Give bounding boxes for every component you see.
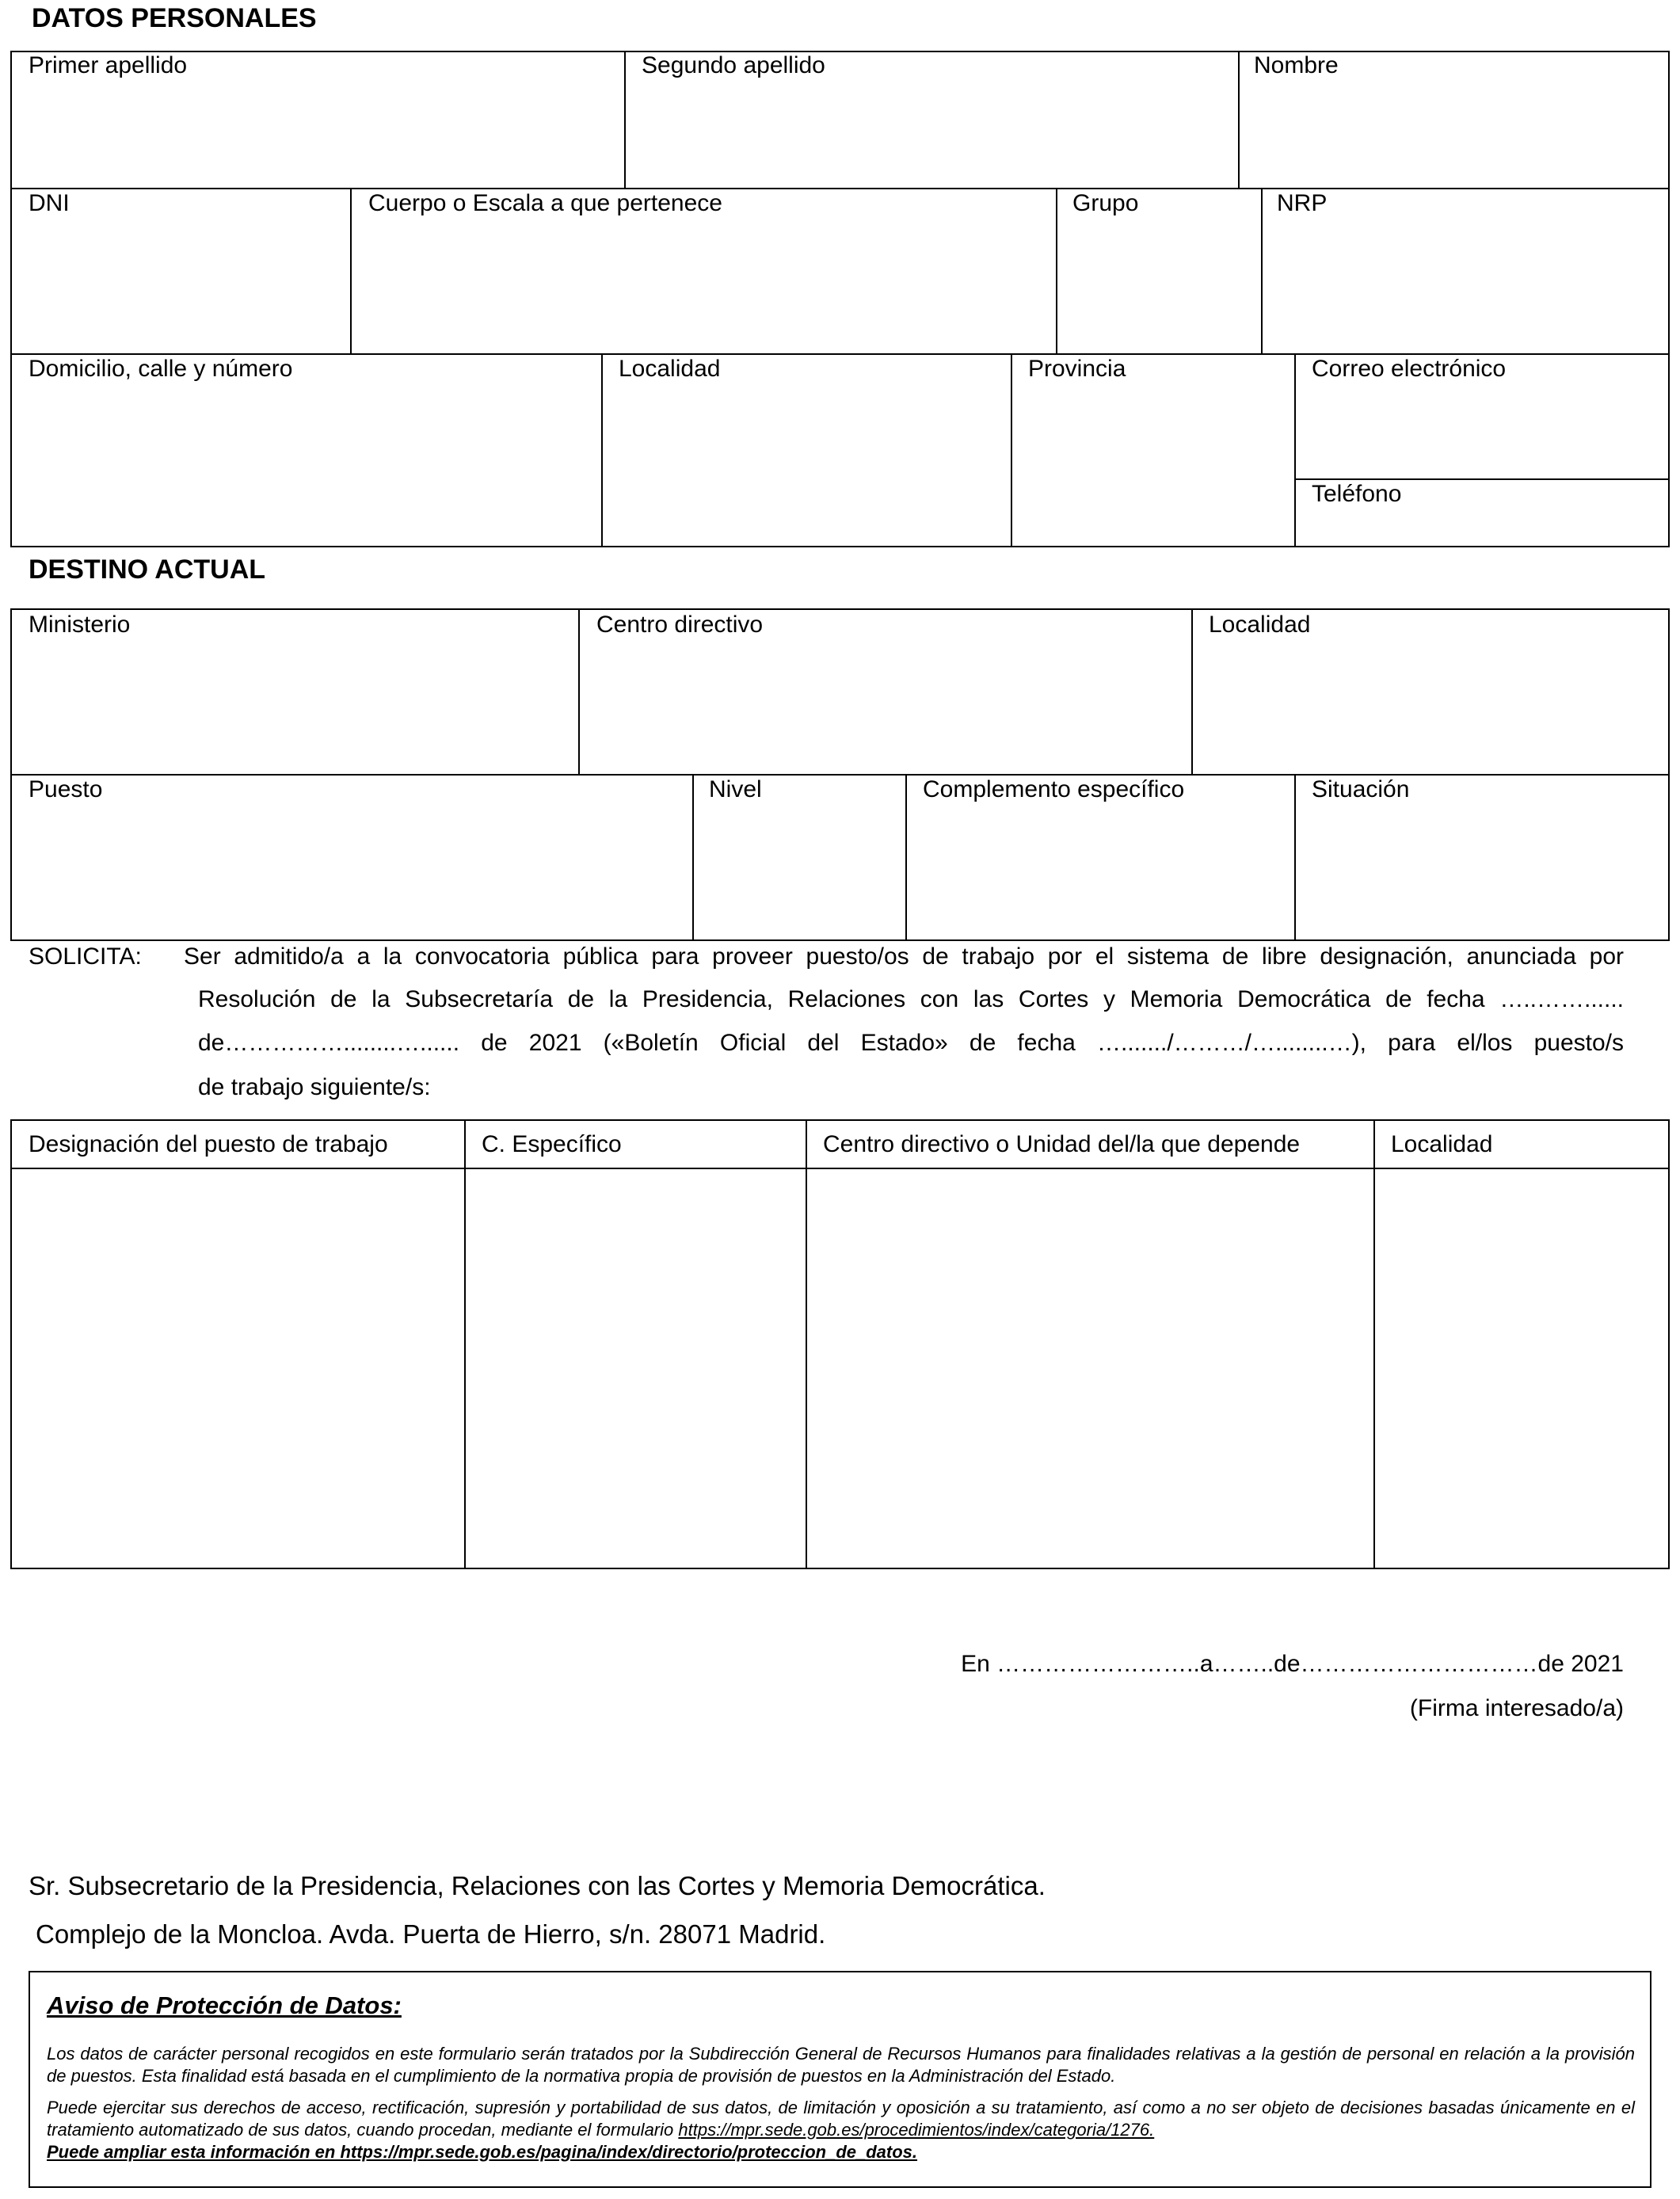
puestos-cell-designacion[interactable]	[12, 1169, 464, 1568]
datos-personales-table	[10, 51, 1670, 547]
solicita-line-3: de……………........…...... de 2021 («Boletín Oficial del Estado» de fecha …......./………/…........…), para el/los puesto/s	[198, 1030, 1624, 1056]
aviso-paragraph-1: Los datos de carácter personal recogidos en este formulario serán tratados por la Subdirección General de Recursos Humanos para finalidades relativas a la gestión de personal en relación a la provisión de puestos. Esta finalidad está basada en el cumplimiento de la normativa propia de provisión de puestos en la Administración del Estado.	[47, 2044, 1635, 2086]
aviso-formulario-link[interactable]: https://mpr.sede.gob.es/procedimientos/index/categoria/1276.	[678, 2120, 1155, 2140]
solicita-line-4: de trabajo siguiente/s:	[198, 1074, 431, 1100]
label-puesto: Puesto	[29, 776, 103, 802]
puestos-cell-c-especifico[interactable]	[466, 1169, 806, 1568]
puestos-header-designacion: Designación del puesto de trabajo	[29, 1131, 388, 1157]
puestos-cell-localidad[interactable]	[1375, 1169, 1668, 1568]
label-provincia: Provincia	[1028, 356, 1126, 382]
label-dni: DNI	[29, 190, 70, 216]
aviso-paragraph-2	[47, 2097, 1635, 2141]
label-telefono: Teléfono	[1312, 481, 1402, 507]
label-centro-directivo: Centro directivo	[596, 612, 764, 638]
label-cuerpo: Cuerpo o Escala a que pertenece	[368, 190, 722, 216]
solicita-line-2: Resolución de la Subsecretaría de la Presidencia, Relaciones con las Cortes y Memoria Democrática de fecha …..……......	[198, 986, 1624, 1012]
label-ministerio: Ministerio	[29, 612, 131, 638]
label-domicilio: Domicilio, calle y número	[29, 356, 293, 382]
label-segundo-apellido: Segundo apellido	[642, 52, 825, 78]
solicita-line-1: Ser admitido/a a la convocatoria pública para proveer puesto/os de trabajo por el sistema de libre designación, anunciada por	[184, 943, 1624, 970]
aviso-paragraph-3-link[interactable]: Puede ampliar esta información en https://mpr.sede.gob.es/pagina/index/directorio/proteccion_de_datos.	[47, 2142, 918, 2162]
label-situacion: Situación	[1312, 776, 1410, 802]
label-destino-localidad: Localidad	[1209, 612, 1311, 638]
label-primer-apellido: Primer apellido	[29, 52, 188, 78]
aviso-title: Aviso de Protección de Datos:	[47, 1991, 402, 2019]
solicita-label: SOLICITA:	[29, 943, 142, 970]
firma-label: (Firma interesado/a)	[1409, 1695, 1624, 1721]
section-heading-destino-actual: DESTINO ACTUAL	[29, 555, 266, 585]
puestos-header-localidad: Localidad	[1391, 1131, 1493, 1157]
label-nivel: Nivel	[709, 776, 762, 802]
section-heading-datos-personales: DATOS PERSONALES	[32, 3, 317, 33]
fecha-line: En ……………………..a……..de…………………………de 2021	[961, 1651, 1624, 1677]
label-correo: Correo electrónico	[1312, 356, 1507, 382]
puestos-header-c-especifico: C. Específico	[482, 1131, 622, 1157]
label-nrp: NRP	[1277, 190, 1328, 216]
aviso-paragraph-2-text: Puede ejercitar sus derechos de acceso, rectificación, supresión y portabilidad de sus datos, de limitación y oposición a su tratamiento, así como a no ser objeto de decisiones basadas únicamente en el tratamiento automatizado de sus datos, cuando procedan, mediante el formulario	[47, 2098, 1635, 2140]
label-localidad: Localidad	[619, 356, 721, 382]
destinatario-line-1: Sr. Subsecretario de la Presidencia, Relaciones con las Cortes y Memoria Democrática.	[29, 1871, 1046, 1900]
label-complemento: Complemento específico	[923, 776, 1185, 802]
puestos-cell-centro[interactable]	[807, 1169, 1373, 1568]
label-nombre: Nombre	[1254, 52, 1339, 78]
aviso-proteccion-datos-box	[29, 1971, 1651, 2188]
label-grupo: Grupo	[1072, 190, 1139, 216]
puestos-header-centro: Centro directivo o Unidad del/la que depende	[823, 1131, 1301, 1157]
destinatario-line-2: Complejo de la Moncloa. Avda. Puerta de Hierro, s/n. 28071 Madrid.	[36, 1919, 826, 1949]
